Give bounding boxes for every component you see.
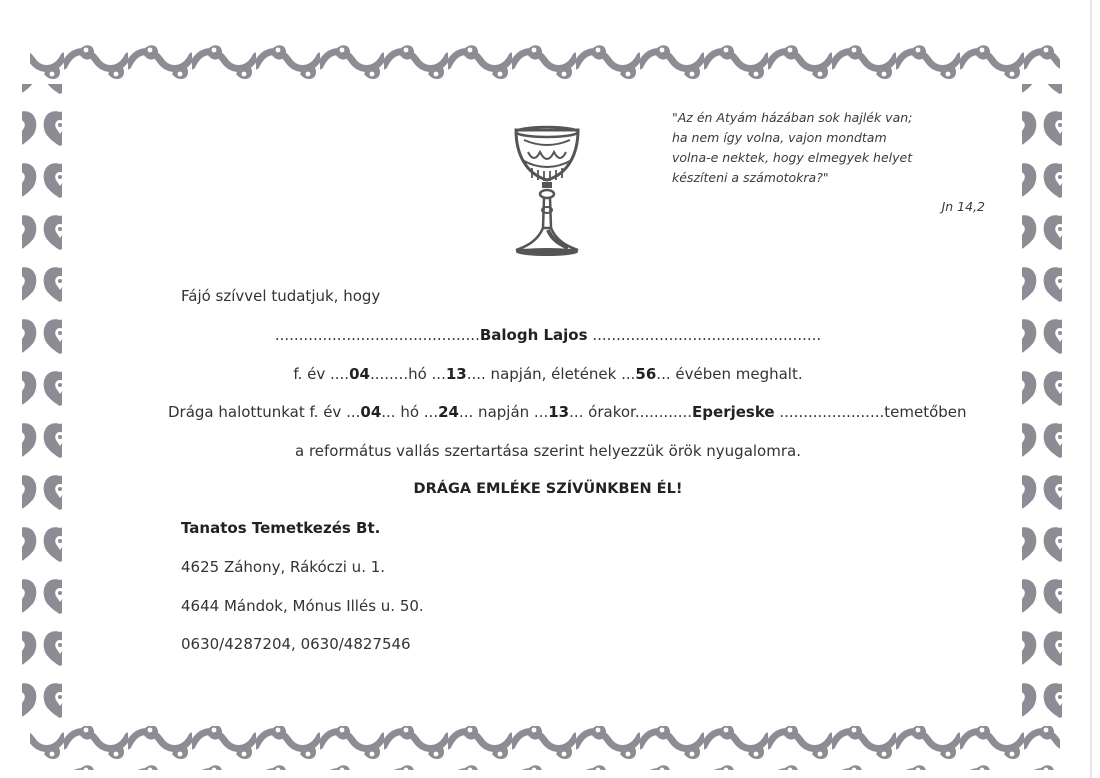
border-right: [1022, 84, 1062, 726]
death-month: 04: [349, 365, 370, 383]
company-phones: 0630/4287204, 0630/4827546: [181, 635, 411, 653]
company-address-1: 4625 Záhony, Rákóczi u. 1.: [181, 558, 386, 576]
death-date-line: f. év ....04........hó ...13.... napján, életének ...56... évében meghalt.: [293, 365, 803, 383]
memorial-heading: DRÁGA EMLÉKE SZÍVÜNKBEN ÉL!: [413, 481, 683, 497]
cemetery-name: Eperjeske: [692, 403, 775, 421]
deceased-name: Balogh Lajos: [479, 326, 588, 344]
intro-text: Fájó szívvel tudatjuk, hogy: [181, 287, 381, 305]
border-bottom: [30, 726, 1060, 770]
death-day: 13: [445, 365, 467, 383]
rite-text: a református vallás szertartása szerint helyezzük örök nyugalomra.: [295, 442, 801, 460]
deceased-name-line: ...........................................Balogh Lajos ................................................: [274, 326, 822, 344]
quote-line: volna-e nektek, hogy elmegyek helyet: [672, 150, 913, 165]
quote-reference: Jn 14,2: [941, 199, 985, 214]
funeral-day: 24: [438, 403, 459, 421]
age: 56: [635, 365, 657, 383]
quote-line: készíteni a számotokra?": [672, 170, 829, 185]
funeral-line: Drága halottunkat f. év ...04... hó ...24... napján ...13... órakor............Eperjeske ......................temetőben: [168, 403, 967, 421]
company-address-2: 4644 Mándok, Mónus Illés u. 50.: [181, 597, 424, 615]
border-top: [30, 40, 1060, 84]
funeral-hour: 13: [548, 403, 570, 421]
bible-quote: [672, 108, 972, 188]
quote-line: ha nem így volna, vajon mondtam: [672, 130, 887, 145]
border-left: [22, 84, 62, 726]
quote-line: "Az én Atyám házában sok hajlék van;: [672, 110, 913, 125]
funeral-month: 04: [360, 403, 382, 421]
chalice-icon: [508, 124, 586, 264]
company-name: Tanatos Temetkezés Bt.: [181, 519, 381, 537]
